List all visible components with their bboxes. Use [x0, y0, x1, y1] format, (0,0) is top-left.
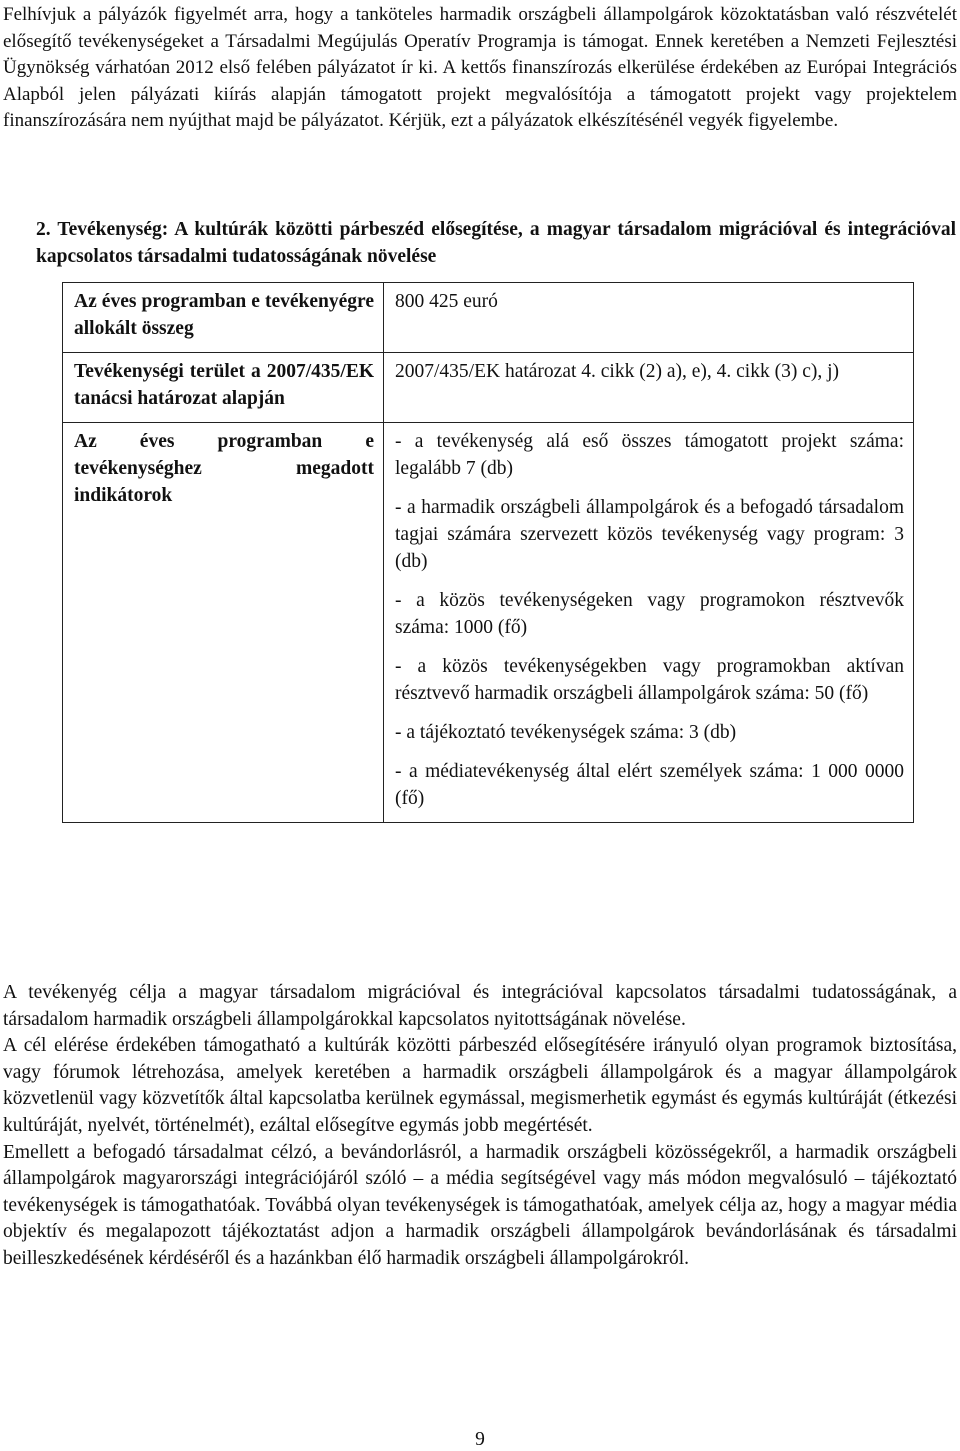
table-row-allocated-amount [63, 283, 914, 353]
body-paragraph-support: A cél elérése érdekében támogatható a kultúrák közötti párbeszéd elősegítésére irányuló olyan programok biztosítása, vagy fórumok létrehozása, amelyek keretében a harmadik országbeli állampolgárok és a magyar állampolgárok közvetlenül vagy közvetítők által kapcsolatba kerülnek egymással, megismerhetik egymást és egymás kultúráját (étkezési kultúráját, nyelvét, történelmét), ezáltal elősegítve egymás jobb megértését. [3, 1035, 957, 1136]
indicator-item: - a harmadik országbeli állampolgárok és a befogadó társadalom tagjai számára szervezett közös tevékenység vagy program: 3 (db) [395, 497, 904, 572]
table-row-activity-area [63, 353, 914, 423]
activity-area-label: Tevékenységi terület a 2007/435/EK tanácsi határozat alapján [63, 353, 384, 423]
allocated-amount-value: 800 425 euró [384, 283, 914, 353]
indicator-item: - a tevékenység alá eső összes támogatott projekt száma: legalább 7 (db) [395, 431, 904, 479]
body-paragraph-information: Emellett a befogadó társadalmat célzó, a bevándorlásról, a harmadik országbeli közösségekről, a harmadik országbeli állampolgárok magyarországi integrációjáról szóló – a média segítségével vagy más módon megvalósuló – tájékoztató tevékenységek is támogathatóak. Továbbá olyan tevékenységek is támogathatóak, amelyek célja az, hogy a magyar média objektív és megalapozott tájékoztatást adjon a harmadik országbeli állampolgárok bevándorlásának és társadalmi beilleszkedésének kérdéséről és a hazánkban élő harmadik országbeli állampolgárokról. [3, 1141, 957, 1269]
indicator-item: - a közös tevékenységekben vagy programokban aktívan résztvevő harmadik országbeli állampolgárok száma: 50 (fő) [395, 656, 904, 704]
indicator-item: - a tájékoztató tevékenységek száma: 3 (db) [395, 722, 737, 743]
indicator-item: - a médiatevékenység által elért személyek száma: 1 000 0000 (fő) [395, 761, 904, 809]
body-paragraph-goal: A tevékenyég célja a magyar társadalom migrációval és integrációval kapcsolatos társadalmi tudatosságának, a társadalom harmadik országbeli állampolgárokkal kapcsolatos nyitottságának növelése. [3, 982, 957, 1030]
intro-paragraph: Felhívjuk a pályázók figyelmét arra, hogy a tanköteles harmadik országbeli állampolgárok közoktatásban való részvételét elősegítő tevékenységeket a Társadalmi Megújulás Operatív Programja is támogat. Ennek keretében a Nemzeti Fejlesztési Ügynökség várhatóan 2012 első felében pályázatot ír ki. A kettős finanszírozás elkerülése érdekében az Európai Integrációs Alapból jelen pályázati kiírás alapján támogatott projekt megvalósítója a támogatott projekt vagy projektelem finanszírozására nem nyújthat majd be pályázatot. Kérjük, ezt a pályázatok elkészítésénél vegyék figyelembe. [3, 4, 957, 131]
table-row-indicators [63, 423, 914, 823]
section-heading: 2. Tevékenység: A kultúrák közötti párbeszéd elősegítése, a magyar társadalom migrációval és integrációval kapcsolatos társadalmi tudatosságának növelése [36, 219, 956, 267]
indicator-item: - a közös tevékenységeken vagy programokon résztvevők száma: 1000 (fő) [395, 590, 904, 638]
page-number: 9 [475, 1429, 485, 1450]
indicators-list [384, 423, 914, 823]
body-text [3, 980, 957, 1273]
allocated-amount-label: Az éves programban e tevékenyégre allokált összeg [63, 283, 384, 353]
indicators-label: Az éves programban e tevékenységhez megadott indikátorok [63, 423, 384, 823]
activity-area-value: 2007/435/EK határozat 4. cikk (2) a), e), 4. cikk (3) c), j) [384, 353, 914, 423]
activity-table [62, 282, 914, 823]
